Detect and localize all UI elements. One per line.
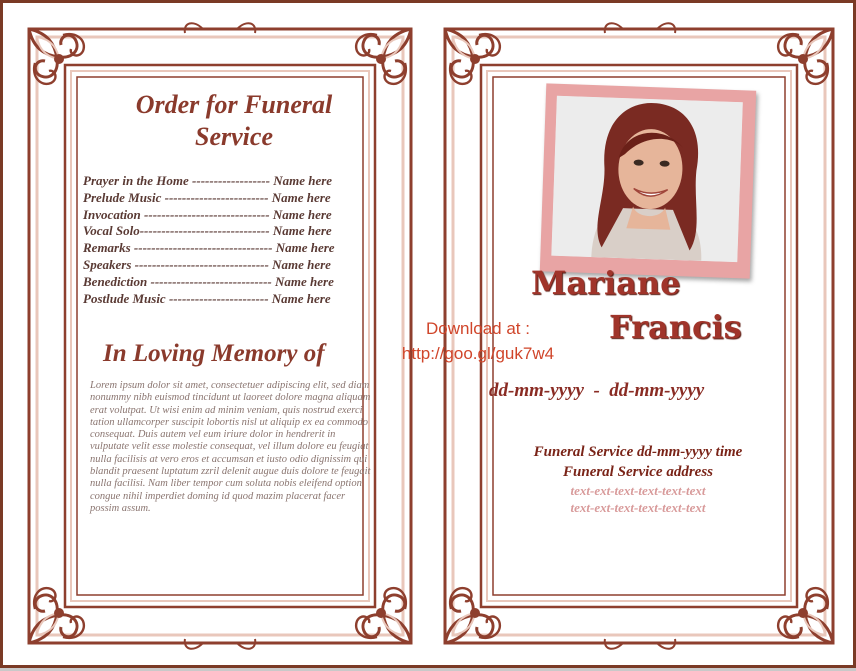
program-item: Benediction ---------------------------- Name here: [83, 273, 334, 289]
service-address: Funeral Service address: [563, 464, 713, 480]
placeholder-line-2: text-ext-text-text-text-text: [570, 500, 706, 515]
order-of-service-title: [75, 89, 393, 153]
program-item: Invocation ----------------------------- Name here: [83, 206, 332, 222]
service-placeholder-text: [473, 482, 803, 516]
program-list: [83, 173, 383, 307]
service-details: [473, 442, 803, 482]
program-item: Prelude Music ------------------------ Name here: [83, 189, 331, 205]
download-link[interactable]: http://goo.gl/guk7w4: [401, 344, 555, 363]
title-line-2: Service: [195, 122, 273, 151]
deceased-last-name: Francis: [609, 308, 742, 346]
placeholder-line-1: text-ext-text-text-text-text: [570, 483, 706, 498]
program-item: Speakers ------------------------------- Name here: [83, 256, 331, 272]
photo-frame: [540, 83, 756, 278]
program-item: Prayer in the Home ------------------ Name here: [83, 173, 333, 188]
download-label: Download at :: [426, 319, 530, 338]
memory-heading: In Loving Memory of: [103, 340, 325, 367]
life-dates: dd-mm-yyyy - dd-mm-yyyy: [489, 380, 705, 401]
title-line-1: Order for Funeral: [135, 90, 333, 119]
portrait-photo: [551, 96, 742, 262]
program-item: Vocal Solo------------------------------ Name here: [83, 223, 332, 239]
obituary-text: Lorem ipsum dolor sit amet, consectetuer adipiscing elit, sed diam nonummy nibh euismod tincidunt ut laoreet dolore magna aliquam erat volutpat. Ut wisi enim ad minim veniam, quis nostrud exerci tation ullamcorper suscipit lobortis nisl ut aliquip ex ea commodo consequat. Duis autem vel eum iriure dolor in hendrerit in vulputate velit esse molestie consequat, vel illum dolore eu feugiat nulla facilisis at vero eros et accumsan et iusto odio dignissim qui blandit praesent luptatum zzril delenit augue duis dolore te feugait nulla facilisi. Nam liber tempor cum soluta nobis eleifend option congue nihil imperdiet doming id quod mazim placerat facer possim assum.: [90, 380, 371, 514]
download-watermark: [383, 316, 573, 366]
service-date-time: Funeral Service dd-mm-yyyy time: [533, 444, 743, 460]
deceased-first-name: Mariane: [531, 264, 681, 302]
program-item: Remarks -------------------------------- Name here: [83, 240, 335, 256]
program-item: Postlude Music ----------------------- Name here: [83, 290, 331, 306]
